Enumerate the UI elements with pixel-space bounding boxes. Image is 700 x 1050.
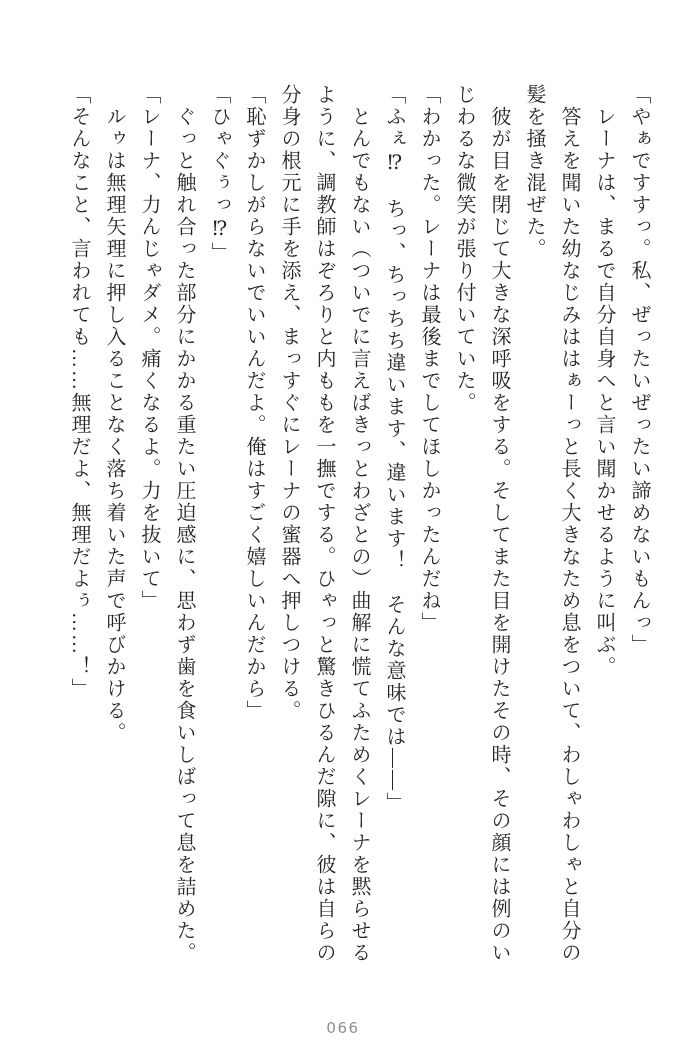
text-line: レーナは、まるで自分自身へと言い聞かせるように叫ぶ。 bbox=[593, 106, 615, 678]
text-line: ように、調教師はぞろりと内ももを一撫でする。ひゃっと驚きひるんだ隙に、彼は自らの bbox=[313, 84, 335, 964]
text-line: 彼が目を閉じて大きな深呼吸をする。そしてまた目を開けたその時、その顔には例のい bbox=[488, 106, 510, 964]
text-line: 「そんなこと、言われても……無理だよ、無理だよぅ……！」 bbox=[68, 84, 90, 700]
text-line: とんでもない（ついでに言えばきっとわざとの）曲解に慌てふためくレーナを黙らせる bbox=[348, 106, 370, 964]
text-line: 「やぁですすっ。私、ぜったいぜったい諦めないもんっ」 bbox=[628, 84, 650, 656]
text-line: じわるな微笑が張り付いていた。 bbox=[453, 84, 475, 414]
text-line: 「レーナ、力んじゃダメ。痛くなるよ。力を抜いて」 bbox=[138, 84, 160, 612]
text-line: ルゥは無理矢理に押し入ることなく落ち着いた声で呼びかける。 bbox=[103, 106, 125, 744]
text-line: ぐっと触れ合った部分にかかる重たい圧迫感に、思わず歯を食いしばって息を詰めた。 bbox=[173, 106, 195, 964]
text-line: 「ふぇ⁉ ちっ、ちっちち違います、違います！ そんな意味では――」 bbox=[383, 84, 405, 814]
text-line: 「わかった。レーナは最後までしてほしかったんだね」 bbox=[418, 84, 440, 634]
text-line: 「恥ずかしがらないでいいんだよ。俺はすごく嬉しいんだから」 bbox=[243, 84, 265, 722]
text-line: 髪を掻き混ぜた。 bbox=[523, 84, 545, 260]
page-number: 066 bbox=[326, 1019, 360, 1037]
text-line: 答えを聞いた幼なじみははぁーっと長く大きなため息をついて、わしゃわしゃと自分の bbox=[558, 106, 580, 964]
novel-text-block bbox=[61, 84, 656, 972]
text-line: 「ひゃぐぅっ⁉」 bbox=[208, 84, 230, 264]
text-line: 分身の根元に手を添え、まっすぐにレーナの蜜器へ押しつける。 bbox=[278, 84, 300, 722]
